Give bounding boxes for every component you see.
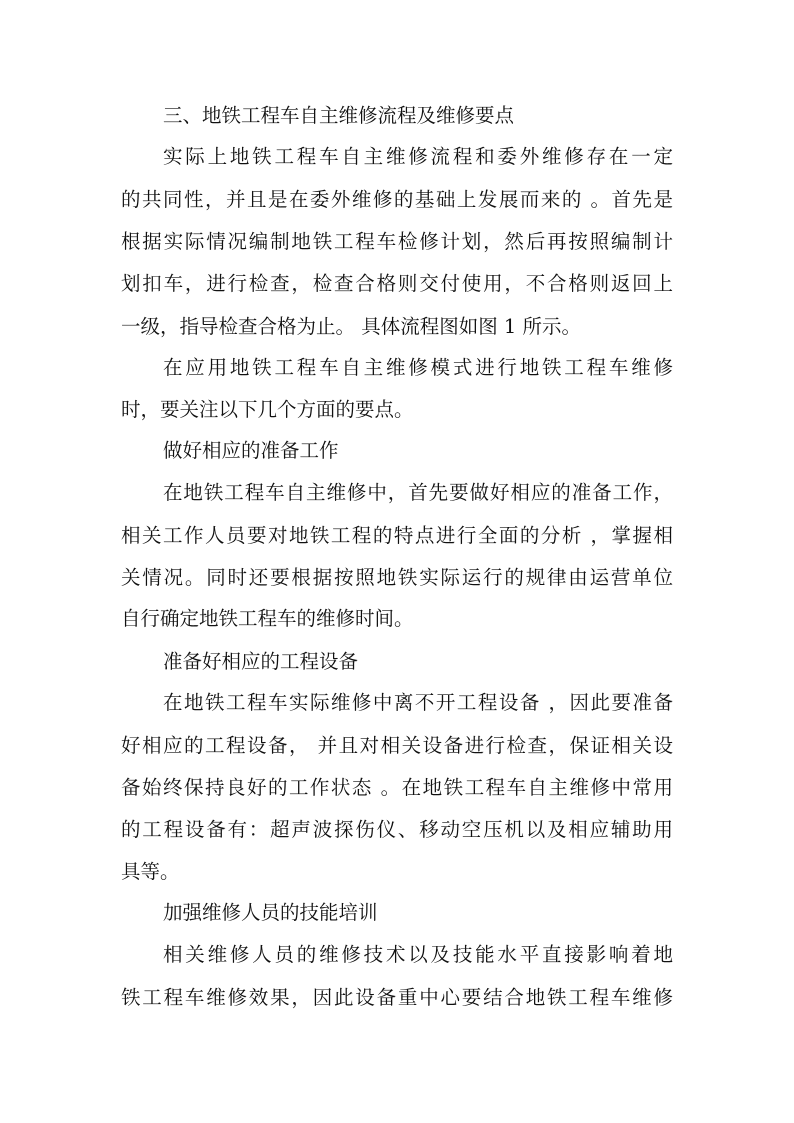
subheading-training: 加强维修人员的技能培训 bbox=[163, 901, 378, 924]
paragraph-2-line-1: 在应用地铁工程车自主维修模式进行地铁工程车维修 bbox=[163, 356, 673, 379]
paragraph-5-line-2: 铁工程车维修效果，因此设备重中心要结合地铁工程车维修 bbox=[121, 986, 673, 1009]
paragraph-1-line-5: 一级，指导检查合格为止。 具体流程图如图 1 所示。 bbox=[121, 315, 582, 338]
paragraph-4-line-4: 的工程设备有：超声波探伤仪、移动空压机以及相应辅助用 bbox=[121, 818, 673, 841]
paragraph-4-line-1: 在地铁工程车实际维修中离不开工程设备 ，因此要准备 bbox=[163, 691, 673, 714]
paragraph-5-line-1: 相关维修人员的维修技术以及技能水平直接影响着地 bbox=[163, 943, 673, 966]
paragraph-1-line-4: 划扣车，进行检查，检查合格则交付使用，不合格则返回上 bbox=[121, 272, 673, 295]
section-heading: 三、地铁工程车自主维修流程及维修要点 bbox=[163, 104, 515, 127]
paragraph-3-line-2: 相关工作人员要对地铁工程的特点进行全面的分析 ，掌握相 bbox=[121, 524, 673, 547]
paragraph-3-line-1: 在地铁工程车自主维修中，首先要做好相应的准备工作， bbox=[163, 481, 673, 504]
paragraph-2-line-2: 时，要关注以下几个方面的要点。 bbox=[121, 398, 414, 421]
paragraph-1-line-3: 根据实际情况编制地铁工程车检修计划，然后再按照编制计 bbox=[121, 230, 673, 253]
paragraph-1-line-1: 实际上地铁工程车自主维修流程和委外维修存在一定 bbox=[163, 145, 673, 168]
subheading-equipment: 准备好相应的工程设备 bbox=[163, 650, 359, 673]
subheading-preparation: 做好相应的准备工作 bbox=[163, 439, 339, 462]
paragraph-4-line-2: 好相应的工程设备， 并且对相关设备进行检查，保证相关设 bbox=[121, 734, 673, 757]
paragraph-1-line-2: 的共同性，并且是在委外维修的基础上发展而来的 。首先是 bbox=[121, 188, 673, 211]
paragraph-3-line-3: 关情况。同时还要根据按照地铁实际运行的规律由运营单位 bbox=[121, 566, 673, 589]
paragraph-3-line-4: 自行确定地铁工程车的维修时间。 bbox=[121, 607, 414, 630]
paragraph-4-line-5: 具等。 bbox=[121, 860, 180, 883]
paragraph-4-line-3: 备始终保持良好的工作状态 。在地铁工程车自主维修中常用 bbox=[121, 776, 673, 799]
